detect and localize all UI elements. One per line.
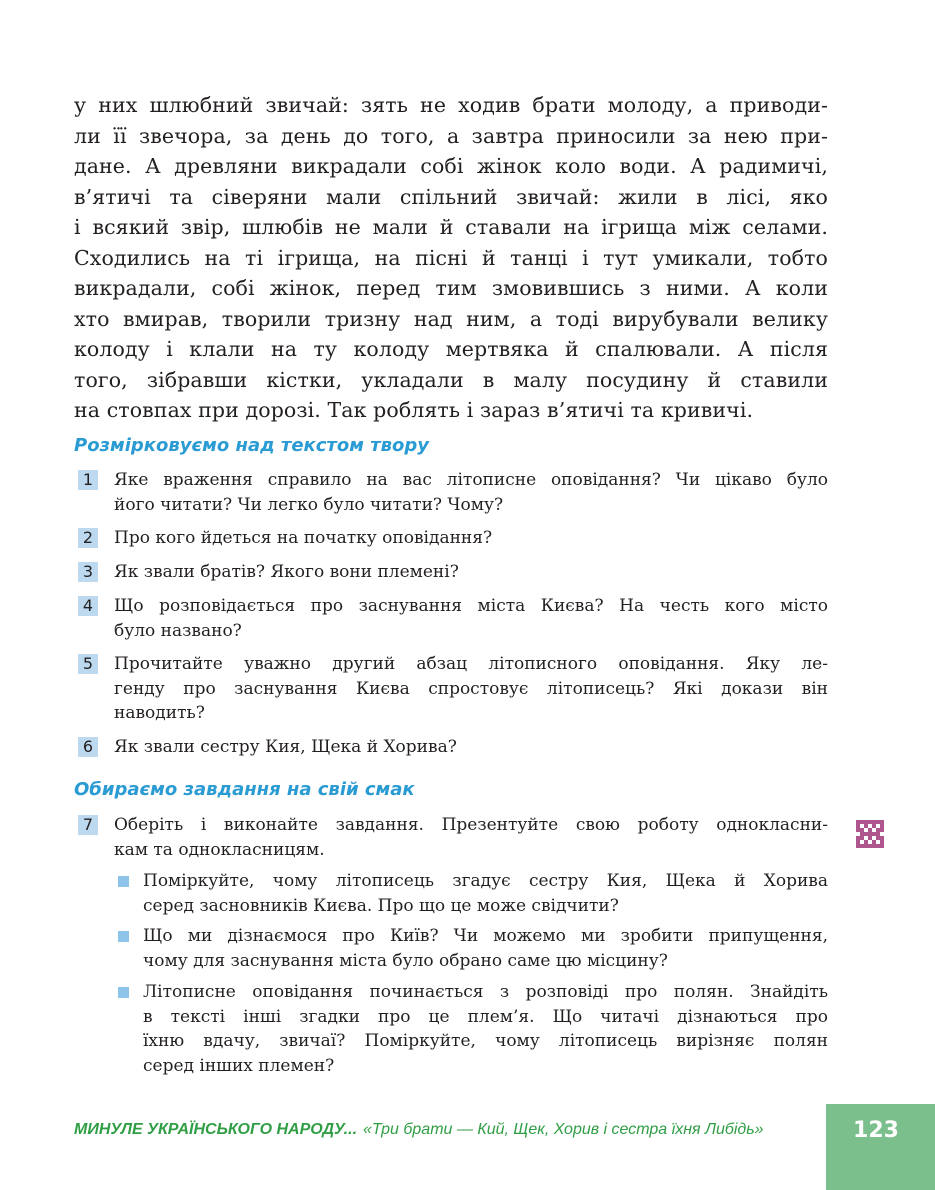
bullet-square-icon xyxy=(118,987,129,998)
text-line: Сходились на ті ігрища, на пісні й танці і тут умикали, тобто xyxy=(74,245,828,270)
bullet-square-icon xyxy=(118,931,129,942)
text-line: того, зібравши кістки, укладали в малу посудину й ставили xyxy=(74,367,828,392)
main-text xyxy=(74,90,828,426)
text-line: у них шлюбний звичай: зять не ходив брати молоду, а приводи- xyxy=(74,93,828,117)
bullet-line: Літописне оповідання починається з розповіді про полян. Знайдіть xyxy=(143,982,828,1002)
question-number: 6 xyxy=(78,737,98,757)
question-text xyxy=(114,652,828,726)
question-text xyxy=(114,735,828,760)
question-line: Прочитайте уважно другий абзац літописного оповідання. Яку ле- xyxy=(114,654,828,674)
bullet-line: в тексті інші згадки про це плем’я. Що читачі дізнаються про xyxy=(143,1006,828,1027)
question-line: наводить? xyxy=(114,703,205,723)
page-number-box xyxy=(826,1104,935,1190)
text-line: і всякий звір, шлюбів не мали й ставали на ігрища між селами. xyxy=(74,215,828,239)
task-number: 7 xyxy=(78,815,98,835)
question-text xyxy=(114,560,828,585)
text-line: хто вмирав, творили тризну над ним, а тоді вирубували велику xyxy=(74,306,828,331)
question-line: його читати? Чи легко було читати? Чому? xyxy=(114,494,504,515)
question-line: було названо? xyxy=(114,620,242,641)
question-line: Про кого йдеться на початку оповідання? xyxy=(114,528,493,548)
section-heading-reflection: Розмірковуємо над текстом твору xyxy=(74,435,430,456)
text-line: дане. А древляни викрадали собі жінок коло води. А радимичі, xyxy=(74,154,828,178)
bullet-line: Поміркуйте, чому літописець згадує сестру Кия, Щека й Хорива xyxy=(143,871,828,891)
question-text xyxy=(114,526,828,551)
bullet-square-icon xyxy=(118,876,129,887)
page-number: 123 xyxy=(853,1118,899,1143)
bullet-line: чому для заснування міста було обрано саме цю місцину? xyxy=(143,950,668,971)
question-number: 1 xyxy=(78,470,98,490)
task-line: Оберіть і виконайте завдання. Презентуйте свою роботу однокласни- xyxy=(114,815,828,835)
bullet-line: серед інших племен? xyxy=(143,1055,335,1076)
bullet-text xyxy=(143,980,828,1078)
question-number: 5 xyxy=(78,654,98,674)
bullet-text xyxy=(143,924,828,973)
question-line: Що розповідається про заснування міста Києва? На честь кого місто xyxy=(114,596,828,616)
text-line: на стовпах при дорозі. Так роблять і зараз в’ятичі та кривичі. xyxy=(74,398,754,422)
question-text xyxy=(114,594,828,643)
text-line: в’ятичі та сіверяни мали спільний звичай: жили в лісі, яко xyxy=(74,184,828,209)
pattern-icon xyxy=(856,820,884,848)
question-line: Яке враження справило на вас літописне оповідання? Чи цікаво було xyxy=(114,470,828,490)
text-line: викрадали, собі жінок, перед тим змовившись з ними. А коли xyxy=(74,276,828,300)
section-heading-choose-task: Обираємо завдання на свій смак xyxy=(74,779,415,800)
bullet-text xyxy=(143,869,828,918)
question-line: Як звали сестру Кия, Щека й Хорива? xyxy=(114,737,457,757)
text-line: ли її звечора, за день до того, а завтра приносили за нею при- xyxy=(74,123,828,148)
bullet-line: їхню вдачу, звичаї? Поміркуйте, чому літописець вирізняє полян xyxy=(143,1031,828,1051)
task-text xyxy=(114,813,828,862)
bullet-line: Що ми дізнаємося про Київ? Чи можемо ми зробити припущення, xyxy=(143,926,828,946)
question-text xyxy=(114,468,828,517)
question-line: Як звали братів? Якого вони племені? xyxy=(114,562,459,582)
bullet-line: серед засновників Києва. Про що це може свідчити? xyxy=(143,895,619,916)
footer-running-title xyxy=(74,1118,764,1142)
task-line: кам та однокласницям. xyxy=(114,839,325,860)
question-number: 4 xyxy=(78,596,98,616)
question-number: 3 xyxy=(78,562,98,582)
question-number: 2 xyxy=(78,528,98,548)
question-line: генду про заснування Києва спростовує літописець? Які докази він xyxy=(114,678,828,699)
text-line: колоду і клали на ту колоду мертвяка й спалювали. А після xyxy=(74,337,828,361)
footer-work-title: «Три брати — Кий, Щек, Хорив і сестра їхня Либідь» xyxy=(363,1121,764,1138)
footer-section-title: МИНУЛЕ УКРАЇНСЬКОГО НАРОДУ... xyxy=(74,1121,358,1138)
